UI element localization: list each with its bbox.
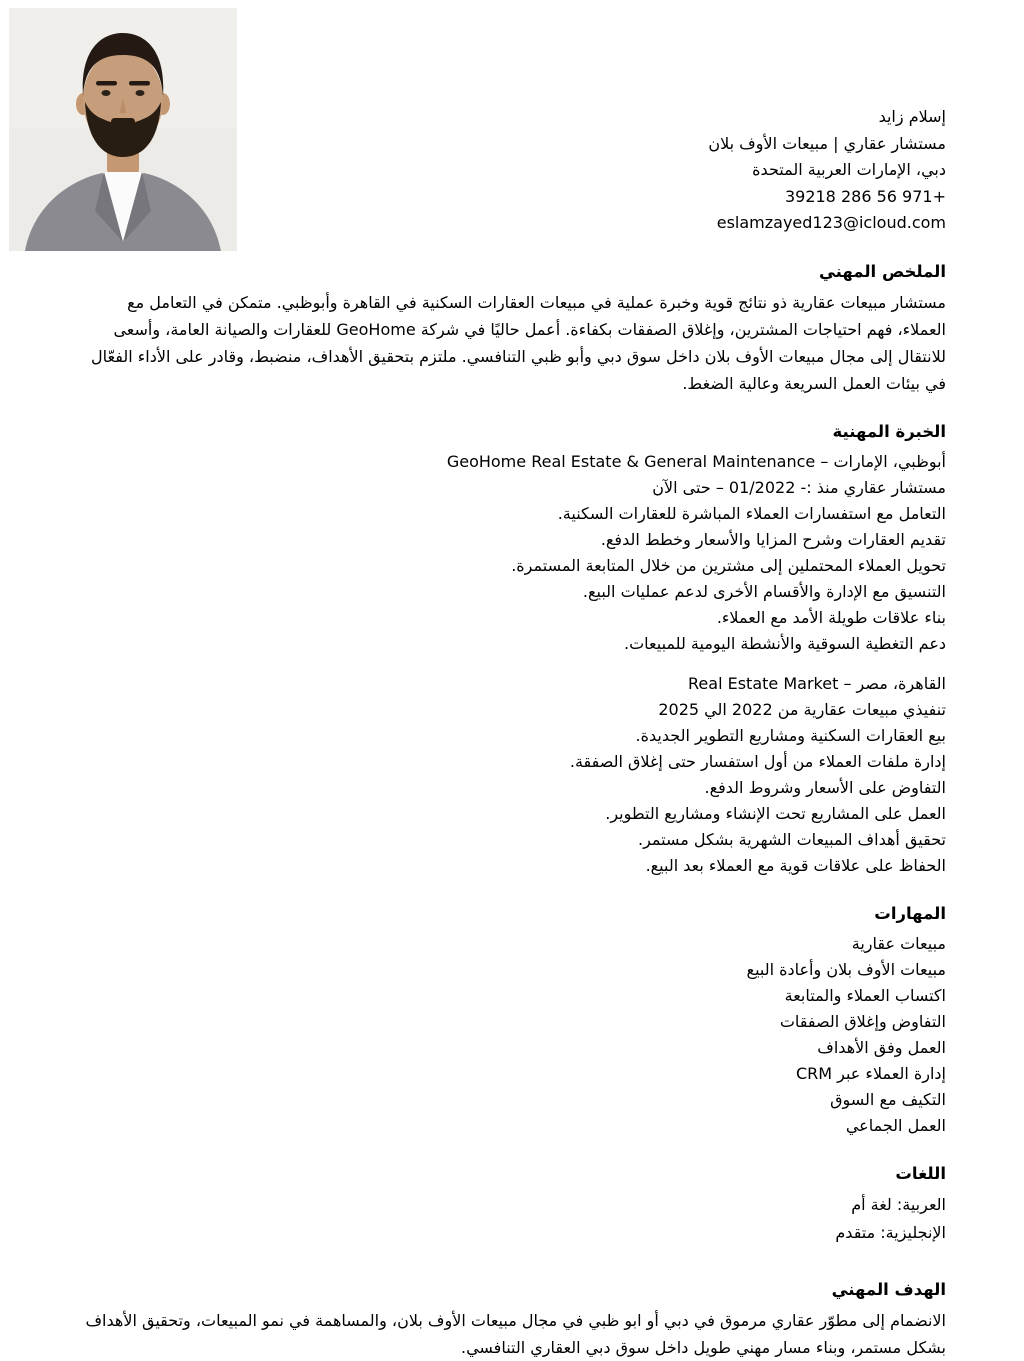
skills-heading: المهارات [874,903,946,923]
company-line [76,671,946,697]
skill-item: التكيف مع السوق [830,1089,946,1109]
candidate-name: إسلام زايد [878,107,946,126]
skills-section [76,901,946,1139]
summary-section [76,259,946,397]
job-location: أبوظبي، الإمارات [833,451,946,471]
summary-text: مستشار مبيعات عقارية ذو نتائج قوية وخبرة عملية في مبيعات العقارات السكنية في القاهرة وأبوظبي. متمكن في التعامل مع العملاء، فهم احتياجات المشترين، وإغلاق الصفقات بكفاءة. أعمل حاليًا في شركة GeoHome للعقارات والصيانة العامة، وأسعى للانتقال إلى مجال مبيعات الأوف بلان داخل سوق دبي وأبو ظبي التنافسي. ملتزم بتحقيق الأهداف، منضبط، وقادر على الأداء الفعّال في بيئات العمل السريعة وعالية الضغط. [91,292,946,393]
photo-eye [102,90,111,96]
summary-heading: الملخص المهني [818,261,946,281]
skill-item: العمل وفق الأهداف [817,1037,946,1057]
skill-item: مبيعات الأوف بلان وأعادة البيع [746,959,946,979]
skill-item: مبيعات عقارية [851,933,946,953]
job-role-dates: مستشار عقاري منذ :- 01/2022 – حتى الآن [652,477,946,497]
dash-separator: – [820,451,829,471]
job-bullet: التعامل مع استفسارات العملاء المباشرة للعقارات السكنية. [557,503,946,523]
job-bullet: تحقيق أهداف المبيعات الشهرية بشكل مستمر. [637,829,946,849]
experience-section [76,419,946,879]
job-bullet: دعم التغطية السوقية والأنشطة اليومية للمبيعات. [624,633,946,653]
photo-eyebrow [96,81,117,86]
job-bullet: التفاوض على الأسعار وشروط الدفع. [704,777,946,797]
job-bullet: التنسيق مع الإدارة والأقسام الأخرى لدعم عمليات البيع. [582,581,946,601]
photo-eyebrow [129,81,150,86]
objective-text: الانضمام إلى مطوّر عقاري مرموق في دبي أو ابو ظبي في مجال مبيعات الأوف بلان، والمساهمة في نمو المبيعات، وتحقيق الأهداف بشكل مستمر، وبناء مسار مهني طويل داخل سوق دبي العقاري التنافسي. [85,1310,946,1357]
skill-item: العمل الجماعي [845,1115,946,1135]
job-bullet: العمل على المشاريع تحت الإنشاء ومشاريع التطوير. [605,803,946,823]
skill-item: إدارة العملاء عبر CRM [795,1063,946,1083]
job-bullet: إدارة ملفات العملاء من أول استفسار حتى إغلاق الصفقة. [569,751,946,771]
language-item: الإنجليزية: متقدم [835,1222,946,1242]
company-name: Real Estate Market [688,673,839,693]
company-line [76,449,946,475]
skill-item: اكتساب العملاء والمتابعة [784,985,946,1005]
job-bullet: تحويل العملاء المحتملين إلى مشترين من خلال المتابعة المستمرة. [511,555,946,575]
candidate-email: eslamzayed123@icloud.com [716,213,946,232]
job-location: القاهرة، مصر [856,673,946,693]
languages-heading: اللغات [895,1163,946,1183]
job-bullet: بيع العقارات السكنية ومشاريع التطوير الجديدة. [635,725,946,745]
job-role-dates: تنفيذي مبيعات عقارية من 2022 الي 2025 [658,699,946,719]
dash-separator: – [843,673,852,693]
profile-photo [9,8,237,251]
company-name: GeoHome Real Estate & General Maintenance [446,451,816,471]
language-item: العربية: لغة أم [851,1194,946,1214]
photo-eye [136,90,145,96]
objective-section [76,1277,946,1361]
job-entry-geohome [76,449,946,657]
job-entry-real-estate-market [76,671,946,879]
candidate-location: دبي، الإمارات العربية المتحدة [752,160,946,179]
objective-heading: الهدف المهني [831,1279,946,1299]
experience-heading: الخبرة المهنية [832,421,946,441]
candidate-title: مستشار عقاري | مبيعات الأوف بلان [708,133,946,153]
skill-item: التفاوض وإغلاق الصفقات [779,1011,946,1031]
job-bullet: تقديم العقارات وشرح المزايا والأسعار وخطط الدفع. [600,529,946,549]
job-bullet: الحفاظ على علاقات قوية مع العملاء بعد البيع. [645,855,946,875]
languages-section [76,1161,946,1247]
candidate-phone: +971 56 286 39218 [784,186,946,206]
job-bullet: بناء علاقات طويلة الأمد مع العملاء. [716,607,946,627]
photo-mustache [111,118,135,125]
